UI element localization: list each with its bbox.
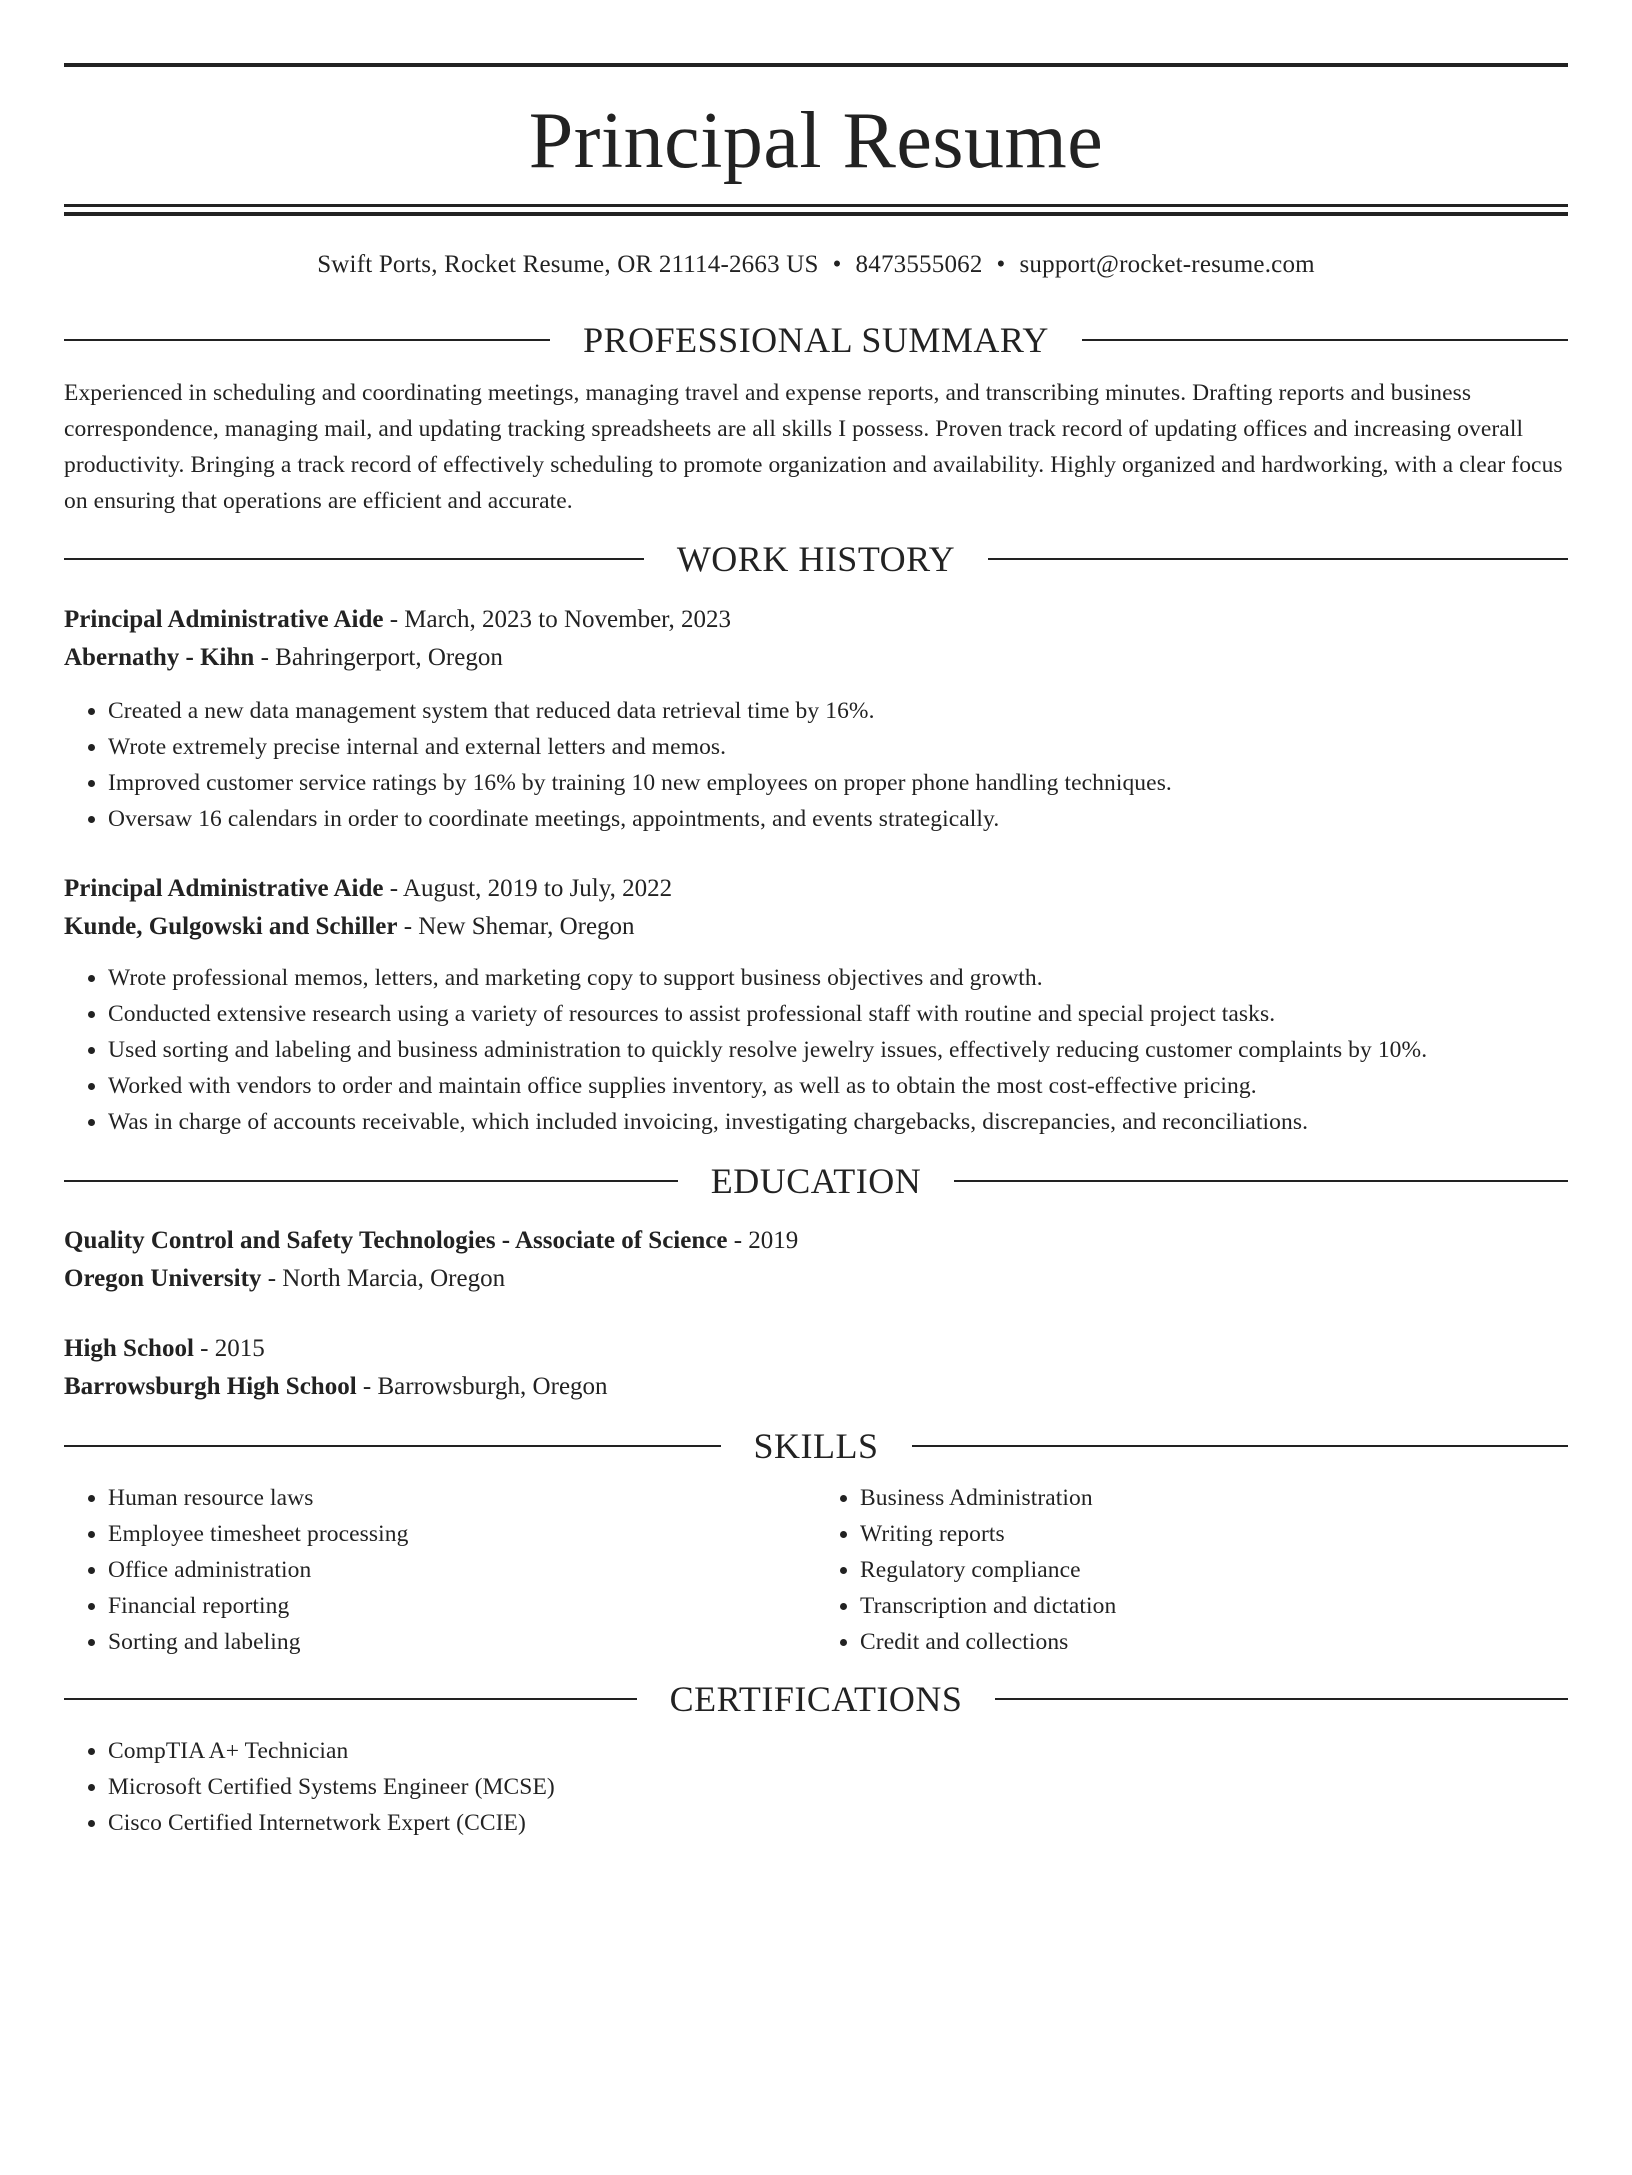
certification-item: • Microsoft Certified Systems Engineer (MCSE)	[108, 1769, 1568, 1805]
contact-separator: •	[832, 251, 842, 278]
list-item: • Conducted extensive research using a variety of resources to assist professional staff with routine and special project tasks.	[108, 996, 1568, 1032]
education-degree: High School	[64, 1335, 194, 1362]
list-item: • Created a new data management system that reduced data retrieval time by 16%.	[108, 693, 1568, 729]
job-role: Principal Administrative Aide	[64, 606, 384, 633]
certifications-list	[64, 1733, 1568, 1841]
heading-rule	[64, 558, 644, 560]
education-year: - 2015	[193, 1335, 265, 1362]
section-heading-summary	[64, 322, 1568, 358]
heading-rule	[64, 339, 550, 341]
contact-line	[64, 252, 1568, 278]
skills-list-right	[816, 1480, 1568, 1660]
list-item: • Was in charge of accounts receivable, which included invoicing, investigating chargebacks, discrepancies, and reconciliations.	[108, 1104, 1568, 1140]
education-school: Oregon University	[64, 1265, 262, 1292]
heading-rule	[64, 1445, 721, 1447]
job-role: Principal Administrative Aide	[64, 875, 384, 902]
job-company-line	[64, 639, 1568, 677]
section-heading-skills	[64, 1428, 1568, 1464]
skill-item: • Business Administration	[860, 1480, 1568, 1516]
skill-item: • Sorting and labeling	[108, 1624, 816, 1660]
job-location: - New Shemar, Oregon	[397, 913, 635, 940]
education-year: - 2019	[727, 1227, 799, 1254]
education-school: Barrowsburgh High School	[64, 1373, 357, 1400]
education-entry	[64, 1330, 1568, 1406]
heading-rule	[988, 558, 1568, 560]
education-location: - Barrowsburgh, Oregon	[356, 1373, 608, 1400]
education-degree: Quality Control and Safety Technologies - Associate of Science	[64, 1227, 728, 1254]
education-degree-line	[64, 1330, 1568, 1368]
skill-item: • Office administration	[108, 1552, 816, 1588]
job-title-line	[64, 601, 1568, 639]
heading-rule	[64, 1180, 678, 1182]
education-school-line	[64, 1368, 1568, 1406]
section-heading-education	[64, 1163, 1568, 1199]
job-location: - Bahringerport, Oregon	[254, 644, 503, 671]
section-title: EDUCATION	[710, 1161, 922, 1201]
job-title-line	[64, 870, 1568, 908]
job-entry	[64, 870, 1568, 1140]
education-degree-line	[64, 1222, 1568, 1260]
education-entry	[64, 1222, 1568, 1298]
section-title: WORK HISTORY	[676, 539, 956, 579]
resume-title: Principal Resume	[528, 97, 1104, 185]
contact-phone: 8473555062	[855, 251, 983, 278]
certification-item: • Cisco Certified Internetwork Expert (CCIE)	[108, 1805, 1568, 1841]
skill-item: • Financial reporting	[108, 1588, 816, 1624]
contact-address: Swift Ports, Rocket Resume, OR 21114-2663 US	[317, 251, 819, 278]
contact-email: support@rocket-resume.com	[1019, 251, 1315, 278]
contact-separator: •	[996, 251, 1006, 278]
section-heading-work	[64, 541, 1568, 577]
list-item: • Oversaw 16 calendars in order to coordinate meetings, appointments, and events strategically.	[108, 801, 1568, 837]
section-heading-certifications	[64, 1681, 1568, 1717]
skill-item: • Regulatory compliance	[860, 1552, 1568, 1588]
job-entry	[64, 601, 1568, 837]
heading-rule	[995, 1698, 1568, 1700]
skills-list-left	[64, 1480, 816, 1660]
heading-rule	[1082, 339, 1568, 341]
skill-item: • Writing reports	[860, 1516, 1568, 1552]
job-dates: - March, 2023 to November, 2023	[383, 606, 731, 633]
skill-item: • Employee timesheet processing	[108, 1516, 816, 1552]
job-company-line	[64, 908, 1568, 946]
skill-item: • Human resource laws	[108, 1480, 816, 1516]
list-item: • Wrote extremely precise internal and external letters and memos.	[108, 729, 1568, 765]
education-school-line	[64, 1260, 1568, 1298]
list-item: • Worked with vendors to order and maintain office supplies inventory, as well as to obtain the most cost-effective pricing.	[108, 1068, 1568, 1104]
job-bullets	[64, 693, 1568, 837]
section-title: PROFESSIONAL SUMMARY	[583, 320, 1049, 360]
heading-rule	[912, 1445, 1569, 1447]
section-title: SKILLS	[753, 1426, 879, 1466]
skill-item: • Transcription and dictation	[860, 1588, 1568, 1624]
section-title: CERTIFICATIONS	[669, 1679, 963, 1719]
education-location: - North Marcia, Oregon	[261, 1265, 506, 1292]
certification-item: • CompTIA A+ Technician	[108, 1733, 1568, 1769]
job-company: Kunde, Gulgowski and Schiller	[64, 913, 398, 940]
skills-columns	[64, 1480, 1568, 1660]
heading-rule	[954, 1180, 1568, 1182]
header-double-rule	[64, 204, 1568, 216]
skill-item: • Credit and collections	[860, 1624, 1568, 1660]
resume-page	[0, 63, 1632, 2175]
heading-rule	[64, 1698, 637, 1700]
list-item: • Used sorting and labeling and business administration to quickly resolve jewelry issues, effectively reducing customer complaints by 10%.	[108, 1032, 1568, 1068]
job-bullets	[64, 960, 1568, 1140]
list-item: • Improved customer service ratings by 16% by training 10 new employees on proper phone handling techniques.	[108, 765, 1568, 801]
summary-text: Experienced in scheduling and coordinating meetings, managing travel and expense reports, and transcribing minutes. Drafting reports and business correspondence, managing mail, and updating tracking spreadsheets are all skills I possess. Proven track record of updating offices and increasing overall productivity. Bringing a track record of effectively scheduling to promote organization and availability. Highly organized and hardworking, with a clear focus on ensuring that operations are efficient and accurate.	[64, 380, 1563, 514]
top-rule	[64, 63, 1568, 67]
job-dates: - August, 2019 to July, 2022	[383, 875, 673, 902]
list-item: • Wrote professional memos, letters, and marketing copy to support business objectives and growth.	[108, 960, 1568, 996]
job-company: Abernathy - Kihn	[64, 644, 255, 671]
